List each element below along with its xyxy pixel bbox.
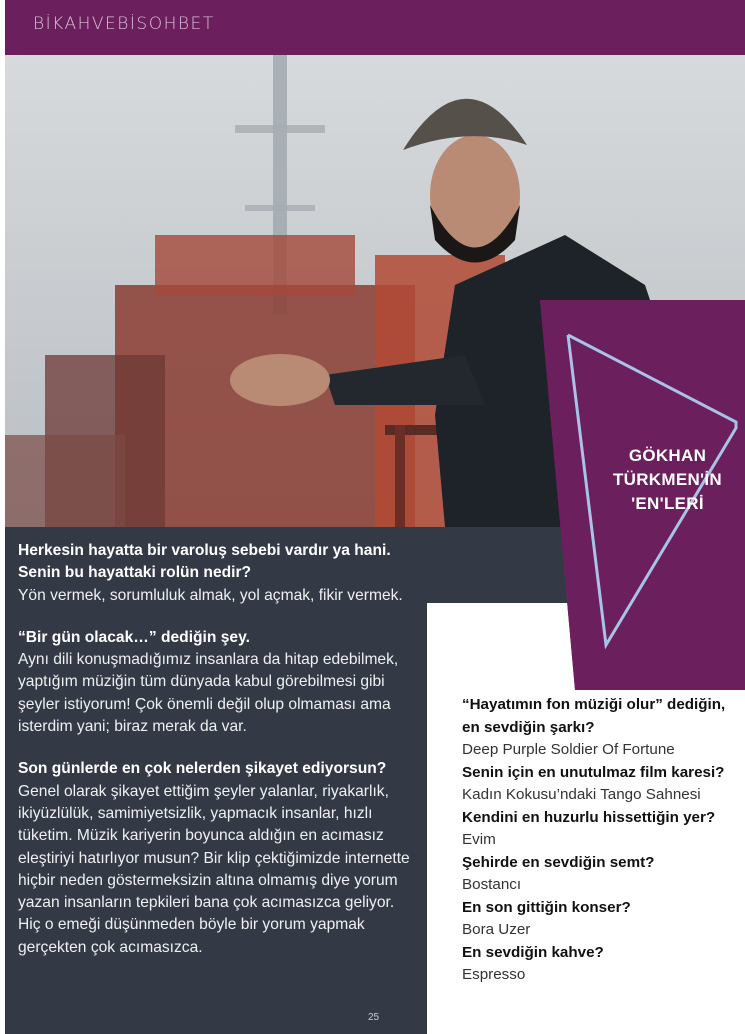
question: Kendini en huzurlu hissettiğin yer? xyxy=(462,808,716,826)
right-favorites-column xyxy=(462,694,737,987)
question: En son gittiğin konser? xyxy=(462,898,631,916)
answer: Genel olarak şikayet ettiğim şeyler yalanlar, riyakarlık, ikiyüzlülük, samimiyetsizlik, yapmacık insanlar, hızlı tüketim. Müzik kariyerin boyunca aldığın en acımasız eleştiriyi hatırlıyor musun? Bir klip çektiğimizde internette hiçbir neden göstermeksizin altına olmamış diye yorum yazan insanların tepkileri bana çok acımasızca geliyor. Hiç o emeği düşünmeden böyle bir yorum yapmak gerçekten çok acımasızca. xyxy=(18,782,410,956)
answer: Bostancı xyxy=(462,876,522,893)
question: Senin için en unutulmaz film karesi? xyxy=(462,763,725,781)
question: En sevdiğin kahve? xyxy=(462,943,604,961)
answer: Aynı dili konuşmadığımız insanlara da hitap edebilmek, yaptığım müziğin tüm dünyada kabul görebilmesi gibi şeyler istiyorum! Çok önemli değil olup olmaması ama isterdim yani; biraz merak da var. xyxy=(18,651,399,736)
answer: Espresso xyxy=(462,966,526,983)
brand-name: BİKAHVEBİSOHBET xyxy=(33,14,215,34)
left-interview-column xyxy=(18,540,413,979)
answer: Yön vermek, sorumluluk almak, yol açmak, fikir vermek. xyxy=(18,586,403,604)
feature-title-line2: TÜRKMEN'İN xyxy=(612,470,723,489)
answer: Kadın Kokusu’ndaki Tango Sahnesi xyxy=(462,786,701,803)
answer: Deep Purple Soldier Of Fortune xyxy=(462,741,675,758)
qa-item xyxy=(18,758,413,959)
feature-title xyxy=(600,444,735,516)
question: Şehirde en sevdiğin semt? xyxy=(462,853,655,871)
answer: Bora Uzer xyxy=(462,921,531,938)
page-number: 25 xyxy=(368,1012,380,1023)
magazine-header xyxy=(5,0,745,55)
qa-item xyxy=(18,627,413,738)
feature-title-line1: GÖKHAN xyxy=(628,446,707,465)
qa-item xyxy=(18,540,413,607)
answer: Evim xyxy=(462,831,496,848)
question: Herkesin hayatta bir varoluş sebebi vardır ya hani. Senin bu hayattaki rolün nedir? xyxy=(18,542,391,582)
question: Son günlerde en çok nelerden şikayet ediyorsun? xyxy=(18,760,387,778)
question: “Bir gün olacak…” dediğin şey. xyxy=(18,628,250,646)
question: “Hayatımın fon müziği olur” dediğin, en sevdiğin şarkı? xyxy=(462,696,726,736)
feature-title-line3: 'EN'LERİ xyxy=(631,494,704,513)
